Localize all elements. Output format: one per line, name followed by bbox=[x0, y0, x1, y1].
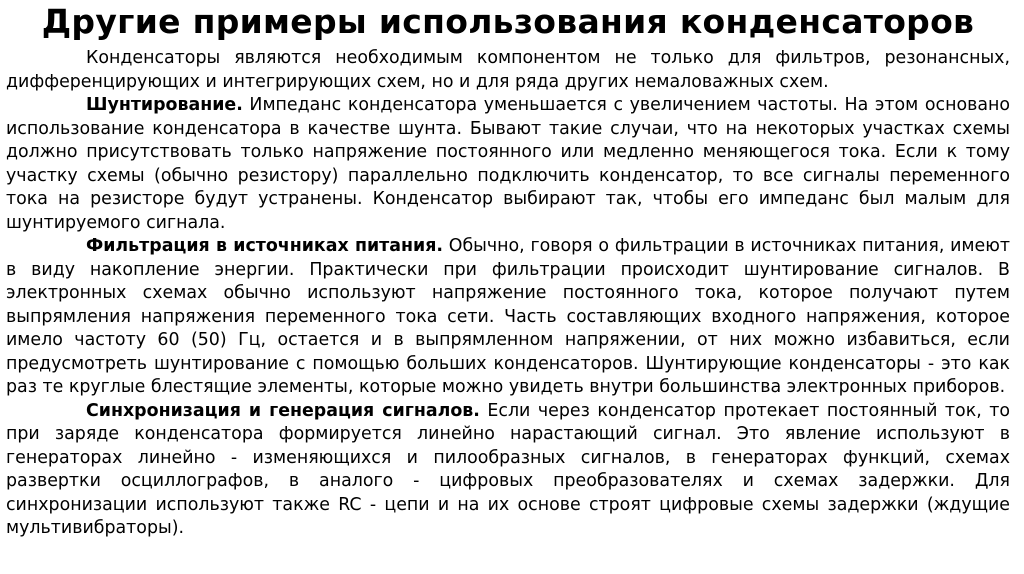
section-text: Импеданс конденсатора уменьшается с увеличением частоты. На этом основано использование конденсатора в качестве шунта. Бывают такие случаи, что на некоторых участках схемы должно присутствовать только напряжение постоянного или медленно меняющегося тока. Если к тому участку схемы (обычно резистору) параллельно подключить конденсатор, то все сигналы переменного тока на резисторе будут устранены. Конденсатор выбирают так, чтобы его импеданс был малым для шунтируемого сигнала. bbox=[6, 95, 1010, 233]
page-title: Другие примеры использования конденсаторов bbox=[41, 2, 975, 41]
intro-paragraph: Конденсаторы являются необходимым компонентом не только для фильтров, резонансных, дифференцирующих и интегрирующих схем, но и для ряда других немаловажных схем. bbox=[6, 48, 1010, 92]
section-sync-generation bbox=[6, 400, 1010, 541]
section-text: Обычно, говоря о фильтрации в источниках питания, имеют в виду накопление энергии. Практически при фильтрации происходит шунтирование сигналов. В электронных схемах обычно используют напряжение постоянного тока, которое получают путем выпрямления напряжения переменного тока сети. Часть составляющих входного напряжения, которое имело частоту 60 (50) Гц, остается и в выпрямленном напряжении, от них можно избавиться, если предусмотреть шунтирование с помощью больших конденсаторов. Шунтирующие конденсаторы - это как раз те круглые блестящие элементы, которые можно увидеть внутри большинства электронных приборов. bbox=[6, 236, 1011, 397]
section-power-filtering bbox=[6, 235, 1010, 400]
section-heading: Шунтирование. bbox=[86, 95, 243, 115]
section-heading: Фильтрация в источниках питания. bbox=[86, 236, 443, 256]
slide-body bbox=[6, 47, 1010, 541]
section-heading: Синхронизация и генерация сигналов. bbox=[86, 400, 480, 421]
section-shunting bbox=[6, 94, 1010, 235]
section-text: Если через конденсатор протекает постоянный ток, то при заряде конденсатора формируется линейно нарастающий сигнал. Это явление используют в генераторах линейно - изменяющихся и пилообразных сигналов, в генераторах функций, схемах развертки осциллографов, в аналого - цифровых преобразователях и схемах задержки. Для синхронизации используют также RC - цепи и на их основе строят цифровые схемы задержки (ждущие мультивибраторы). bbox=[6, 400, 1011, 538]
